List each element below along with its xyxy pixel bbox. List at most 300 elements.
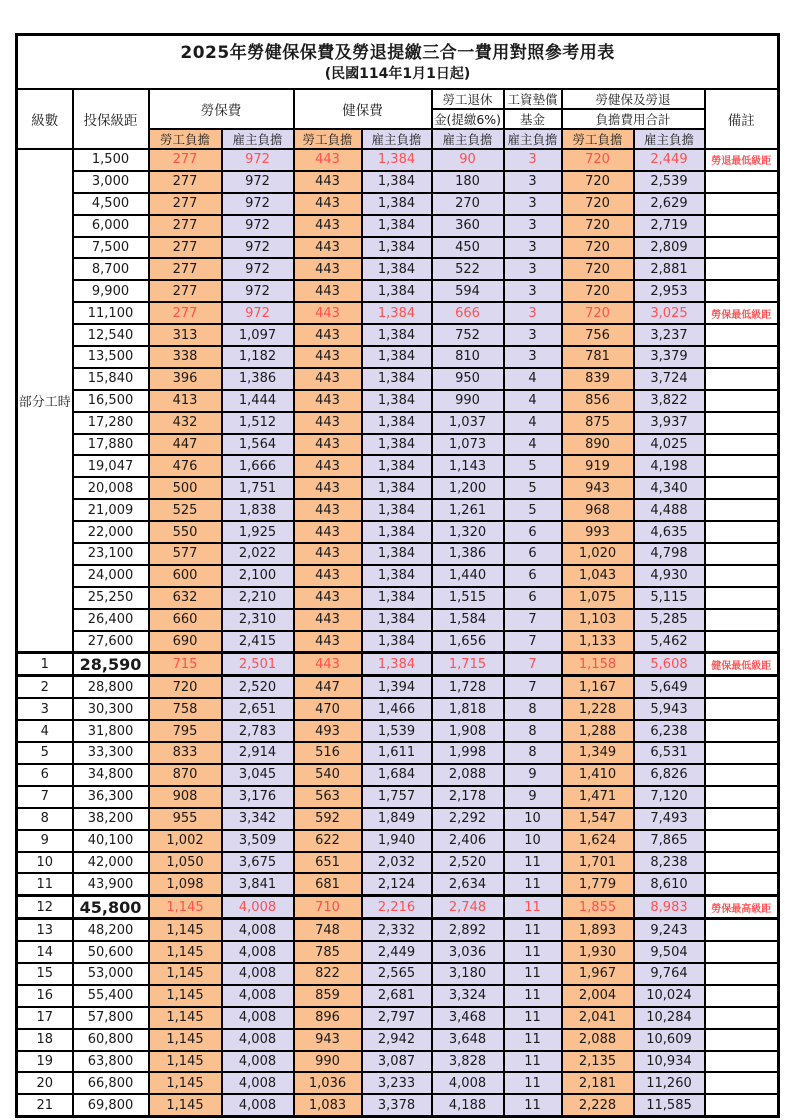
cell-bracket: 1,500 (73, 149, 149, 171)
cell-labor-employee: 476 (149, 455, 222, 477)
table-row (17, 171, 779, 193)
cell-labor-employee: 1,145 (149, 1029, 222, 1051)
col-header-pension-line1: 勞工退休 (432, 89, 504, 109)
cell-health-employer: 1,539 (362, 720, 432, 742)
cell-labor-employer: 2,210 (222, 587, 294, 609)
cell-bracket: 27,600 (73, 631, 149, 653)
cell-bracket: 24,000 (73, 565, 149, 587)
cell-labor-employer: 4,008 (222, 1094, 294, 1116)
cell-bracket: 23,100 (73, 543, 149, 565)
cell-total-employer: 10,609 (634, 1029, 705, 1051)
cell-labor-employee: 338 (149, 346, 222, 368)
cell-pension-employer: 1,715 (432, 653, 504, 676)
cell-total-employee: 2,181 (562, 1072, 634, 1094)
cell-health-employee: 563 (294, 786, 362, 808)
cell-labor-employee: 277 (149, 215, 222, 237)
cell-wage-fund-employer: 6 (504, 587, 562, 609)
cell-wage-fund-employer: 7 (504, 653, 562, 676)
cell-labor-employer: 1,512 (222, 412, 294, 434)
subheader-labor-employer: 雇主負擔 (222, 129, 294, 149)
cell-level: 20 (17, 1072, 73, 1094)
cell-labor-employee: 600 (149, 565, 222, 587)
cell-health-employer: 1,384 (362, 302, 432, 324)
cell-pension-employer: 752 (432, 324, 504, 346)
cell-note (705, 587, 779, 609)
cell-labor-employee: 313 (149, 324, 222, 346)
table-row (17, 764, 779, 786)
cell-health-employee: 443 (294, 193, 362, 215)
cell-total-employer: 5,649 (634, 676, 705, 698)
cell-labor-employer: 2,914 (222, 742, 294, 764)
cell-health-employer: 1,384 (362, 149, 432, 171)
cell-labor-employee: 277 (149, 302, 222, 324)
table-row (17, 676, 779, 698)
col-header-pension-line2: 金(提繳6%) (432, 109, 504, 129)
cell-health-employer: 1,384 (362, 609, 432, 631)
cell-note (705, 985, 779, 1007)
cell-total-employer: 4,340 (634, 477, 705, 499)
cell-total-employee: 1,288 (562, 720, 634, 742)
cell-pension-employer: 1,143 (432, 455, 504, 477)
cell-labor-employee: 758 (149, 698, 222, 720)
cell-health-employer: 1,757 (362, 786, 432, 808)
cell-total-employer: 2,719 (634, 215, 705, 237)
cell-wage-fund-employer: 11 (504, 919, 562, 941)
cell-health-employer: 1,384 (362, 171, 432, 193)
table-row (17, 1072, 779, 1094)
cell-wage-fund-employer: 8 (504, 698, 562, 720)
cell-note (705, 215, 779, 237)
cell-level: 13 (17, 919, 73, 941)
cell-wage-fund-employer: 11 (504, 873, 562, 895)
cell-bracket: 63,800 (73, 1051, 149, 1073)
cell-bracket: 17,880 (73, 434, 149, 456)
cell-total-employee: 968 (562, 499, 634, 521)
cell-labor-employer: 972 (222, 280, 294, 302)
cell-labor-employer: 4,008 (222, 941, 294, 963)
cell-total-employee: 1,967 (562, 963, 634, 985)
cell-pension-employer: 2,292 (432, 808, 504, 830)
cell-bracket: 55,400 (73, 985, 149, 1007)
cell-health-employer: 1,384 (362, 434, 432, 456)
cell-total-employer: 3,025 (634, 302, 705, 324)
cell-labor-employee: 632 (149, 587, 222, 609)
cell-labor-employer: 4,008 (222, 1029, 294, 1051)
cell-bracket: 36,300 (73, 786, 149, 808)
subheader-wage-fund-employer: 雇主負擔 (504, 129, 562, 149)
cell-note (705, 830, 779, 852)
cell-note (705, 873, 779, 895)
cell-bracket: 13,500 (73, 346, 149, 368)
cell-total-employer: 3,379 (634, 346, 705, 368)
cell-pension-employer: 3,648 (432, 1029, 504, 1051)
cell-health-employer: 1,384 (362, 390, 432, 412)
cell-labor-employer: 2,783 (222, 720, 294, 742)
cell-health-employee: 748 (294, 919, 362, 941)
cell-labor-employee: 277 (149, 149, 222, 171)
cell-health-employer: 2,332 (362, 919, 432, 941)
cell-pension-employer: 2,892 (432, 919, 504, 941)
cell-pension-employer: 1,818 (432, 698, 504, 720)
cell-total-employee: 1,020 (562, 543, 634, 565)
cell-level: 4 (17, 720, 73, 742)
cell-pension-employer: 2,178 (432, 786, 504, 808)
table-row (17, 149, 779, 171)
cell-note (705, 521, 779, 543)
cell-total-employer: 5,285 (634, 609, 705, 631)
cell-pension-employer: 1,320 (432, 521, 504, 543)
cell-wage-fund-employer: 8 (504, 720, 562, 742)
table-row (17, 786, 779, 808)
table-row (17, 720, 779, 742)
cell-total-employee: 2,088 (562, 1029, 634, 1051)
cell-health-employee: 443 (294, 543, 362, 565)
cell-total-employer: 10,284 (634, 1007, 705, 1029)
cell-total-employer: 6,826 (634, 764, 705, 786)
cell-bracket: 6,000 (73, 215, 149, 237)
cell-health-employee: 651 (294, 852, 362, 874)
cell-note (705, 477, 779, 499)
cell-bracket: 38,200 (73, 808, 149, 830)
cell-health-employee: 443 (294, 149, 362, 171)
cell-level: 5 (17, 742, 73, 764)
cell-wage-fund-employer: 11 (504, 1007, 562, 1029)
cell-labor-employer: 1,097 (222, 324, 294, 346)
fee-reference-table (15, 33, 780, 1118)
cell-pension-employer: 270 (432, 193, 504, 215)
cell-labor-employer: 1,925 (222, 521, 294, 543)
cell-labor-employer: 3,675 (222, 852, 294, 874)
cell-total-employer: 9,764 (634, 963, 705, 985)
cell-labor-employee: 690 (149, 631, 222, 653)
cell-total-employer: 4,798 (634, 543, 705, 565)
cell-bracket: 40,100 (73, 830, 149, 852)
cell-wage-fund-employer: 11 (504, 963, 562, 985)
col-header-note: 備註 (705, 89, 779, 149)
table-row (17, 609, 779, 631)
cell-labor-employee: 396 (149, 368, 222, 390)
cell-health-employee: 443 (294, 346, 362, 368)
subheader-pension-employer: 雇主負擔 (432, 129, 504, 149)
cell-total-employee: 720 (562, 193, 634, 215)
cell-labor-employer: 1,666 (222, 455, 294, 477)
cell-health-employer: 2,565 (362, 963, 432, 985)
cell-pension-employer: 4,008 (432, 1072, 504, 1094)
cell-note (705, 742, 779, 764)
cell-note (705, 631, 779, 653)
cell-total-employer: 2,629 (634, 193, 705, 215)
cell-health-employer: 1,384 (362, 280, 432, 302)
cell-bracket: 60,800 (73, 1029, 149, 1051)
subheader-health-employee: 勞工負擔 (294, 129, 362, 149)
cell-pension-employer: 3,180 (432, 963, 504, 985)
cell-health-employee: 943 (294, 1029, 362, 1051)
cell-pension-employer: 1,656 (432, 631, 504, 653)
cell-total-employee: 1,624 (562, 830, 634, 852)
cell-note (705, 434, 779, 456)
cell-note (705, 280, 779, 302)
cell-health-employer: 1,384 (362, 565, 432, 587)
cell-total-employee: 1,103 (562, 609, 634, 631)
table-row (17, 346, 779, 368)
cell-level: 14 (17, 941, 73, 963)
cell-health-employer: 1,611 (362, 742, 432, 764)
cell-note (705, 764, 779, 786)
cell-labor-employer: 2,100 (222, 565, 294, 587)
cell-bracket: 34,800 (73, 764, 149, 786)
cell-health-employee: 896 (294, 1007, 362, 1029)
cell-total-employee: 1,547 (562, 808, 634, 830)
cell-bracket: 69,800 (73, 1094, 149, 1116)
cell-health-employee: 443 (294, 609, 362, 631)
cell-level: 2 (17, 676, 73, 698)
cell-labor-employee: 432 (149, 412, 222, 434)
table-row (17, 852, 779, 874)
table-row (17, 499, 779, 521)
title-row (17, 35, 779, 90)
cell-pension-employer: 1,998 (432, 742, 504, 764)
cell-note (705, 941, 779, 963)
cell-pension-employer: 3,468 (432, 1007, 504, 1029)
table-row (17, 258, 779, 280)
cell-health-employer: 1,384 (362, 653, 432, 676)
cell-total-employer: 3,724 (634, 368, 705, 390)
cell-total-employer: 7,493 (634, 808, 705, 830)
cell-pension-employer: 2,088 (432, 764, 504, 786)
table-row (17, 698, 779, 720)
cell-level: 8 (17, 808, 73, 830)
cell-total-employee: 720 (562, 237, 634, 259)
cell-health-employer: 1,384 (362, 412, 432, 434)
cell-health-employee: 516 (294, 742, 362, 764)
cell-labor-employee: 277 (149, 237, 222, 259)
cell-note: 勞保最低級距 (705, 302, 779, 324)
cell-health-employee: 785 (294, 941, 362, 963)
cell-bracket: 31,800 (73, 720, 149, 742)
cell-note (705, 609, 779, 631)
cell-health-employer: 1,684 (362, 764, 432, 786)
cell-labor-employee: 500 (149, 477, 222, 499)
cell-note (705, 963, 779, 985)
cell-total-employee: 1,855 (562, 896, 634, 919)
cell-total-employee: 1,158 (562, 653, 634, 676)
cell-health-employee: 443 (294, 631, 362, 653)
cell-total-employer: 8,610 (634, 873, 705, 895)
cell-note (705, 698, 779, 720)
cell-note (705, 852, 779, 874)
cell-total-employee: 1,701 (562, 852, 634, 874)
cell-total-employee: 943 (562, 477, 634, 499)
cell-bracket: 26,400 (73, 609, 149, 631)
cell-wage-fund-employer: 3 (504, 346, 562, 368)
cell-total-employee: 2,228 (562, 1094, 634, 1116)
cell-pension-employer: 990 (432, 390, 504, 412)
cell-total-employee: 720 (562, 215, 634, 237)
cell-wage-fund-employer: 4 (504, 368, 562, 390)
cell-health-employer: 2,942 (362, 1029, 432, 1051)
cell-labor-employer: 4,008 (222, 919, 294, 941)
table-row (17, 1094, 779, 1116)
cell-bracket: 12,540 (73, 324, 149, 346)
cell-pension-employer: 3,036 (432, 941, 504, 963)
cell-total-employer: 5,608 (634, 653, 705, 676)
cell-level: 9 (17, 830, 73, 852)
table-row (17, 873, 779, 895)
cell-total-employer: 2,449 (634, 149, 705, 171)
subheader-health-employer: 雇主負擔 (362, 129, 432, 149)
cell-wage-fund-employer: 11 (504, 896, 562, 919)
cell-health-employer: 2,124 (362, 873, 432, 895)
cell-health-employee: 1,036 (294, 1072, 362, 1094)
cell-labor-employee: 955 (149, 808, 222, 830)
cell-wage-fund-employer: 10 (504, 830, 562, 852)
cell-labor-employer: 972 (222, 193, 294, 215)
cell-health-employee: 443 (294, 280, 362, 302)
cell-pension-employer: 1,073 (432, 434, 504, 456)
cell-health-employer: 1,384 (362, 215, 432, 237)
cell-note (705, 919, 779, 941)
cell-health-employer: 1,384 (362, 237, 432, 259)
cell-wage-fund-employer: 5 (504, 499, 562, 521)
cell-wage-fund-employer: 7 (504, 631, 562, 653)
cell-total-employee: 1,075 (562, 587, 634, 609)
cell-pension-employer: 1,386 (432, 543, 504, 565)
cell-labor-employer: 1,751 (222, 477, 294, 499)
cell-labor-employer: 2,651 (222, 698, 294, 720)
subheader-total-employer: 雇主負擔 (634, 129, 705, 149)
cell-labor-employee: 525 (149, 499, 222, 521)
cell-labor-employee: 1,002 (149, 830, 222, 852)
cell-labor-employer: 1,386 (222, 368, 294, 390)
cell-labor-employer: 4,008 (222, 963, 294, 985)
cell-labor-employer: 1,838 (222, 499, 294, 521)
cell-health-employee: 443 (294, 324, 362, 346)
cell-health-employee: 443 (294, 302, 362, 324)
cell-wage-fund-employer: 11 (504, 941, 562, 963)
table-row (17, 631, 779, 653)
cell-pension-employer: 3,324 (432, 985, 504, 1007)
cell-labor-employer: 1,564 (222, 434, 294, 456)
cell-labor-employee: 277 (149, 258, 222, 280)
table-row (17, 434, 779, 456)
cell-note (705, 193, 779, 215)
cell-wage-fund-employer: 11 (504, 1072, 562, 1094)
cell-labor-employer: 4,008 (222, 985, 294, 1007)
cell-wage-fund-employer: 6 (504, 543, 562, 565)
cell-labor-employee: 1,145 (149, 1051, 222, 1073)
cell-labor-employer: 3,841 (222, 873, 294, 895)
cell-labor-employer: 4,008 (222, 1051, 294, 1073)
cell-total-employer: 10,024 (634, 985, 705, 1007)
cell-bracket: 15,840 (73, 368, 149, 390)
cell-pension-employer: 522 (432, 258, 504, 280)
cell-level: 6 (17, 764, 73, 786)
cell-health-employee: 443 (294, 477, 362, 499)
cell-total-employer: 5,462 (634, 631, 705, 653)
cell-health-employer: 2,032 (362, 852, 432, 874)
table-row (17, 215, 779, 237)
cell-total-employer: 11,260 (634, 1072, 705, 1094)
cell-wage-fund-employer: 3 (504, 149, 562, 171)
cell-total-employer: 2,809 (634, 237, 705, 259)
cell-labor-employee: 1,145 (149, 1094, 222, 1116)
cell-total-employee: 1,779 (562, 873, 634, 895)
cell-bracket: 19,047 (73, 455, 149, 477)
cell-pension-employer: 2,406 (432, 830, 504, 852)
cell-wage-fund-employer: 4 (504, 412, 562, 434)
cell-level: 18 (17, 1029, 73, 1051)
cell-pension-employer: 1,584 (432, 609, 504, 631)
page-title: 2025年勞健保保費及勞退提繳三合一費用對照參考用表 (180, 42, 615, 63)
cell-health-employee: 443 (294, 499, 362, 521)
table-row (17, 919, 779, 941)
cell-pension-employer: 950 (432, 368, 504, 390)
cell-labor-employer: 3,342 (222, 808, 294, 830)
cell-labor-employee: 1,145 (149, 1007, 222, 1029)
cell-level: 3 (17, 698, 73, 720)
cell-note (705, 1007, 779, 1029)
cell-bracket: 33,300 (73, 742, 149, 764)
cell-note: 勞退最低級距 (705, 149, 779, 171)
cell-level: 12 (17, 896, 73, 919)
cell-health-employer: 1,384 (362, 521, 432, 543)
col-header-total-line1: 勞健保及勞退 (562, 89, 705, 109)
table-row (17, 368, 779, 390)
table-row (17, 521, 779, 543)
cell-labor-employer: 2,022 (222, 543, 294, 565)
cell-labor-employer: 3,176 (222, 786, 294, 808)
cell-health-employer: 1,384 (362, 631, 432, 653)
subheader-labor-employee: 勞工負擔 (149, 129, 222, 149)
cell-health-employer: 1,384 (362, 258, 432, 280)
table-row (17, 985, 779, 1007)
cell-wage-fund-employer: 9 (504, 786, 562, 808)
table-row (17, 412, 779, 434)
cell-pension-employer: 4,188 (432, 1094, 504, 1116)
cell-labor-employee: 1,050 (149, 852, 222, 874)
cell-labor-employee: 833 (149, 742, 222, 764)
cell-bracket: 8,700 (73, 258, 149, 280)
cell-labor-employee: 715 (149, 653, 222, 676)
cell-total-employee: 2,135 (562, 1051, 634, 1073)
cell-labor-employee: 550 (149, 521, 222, 543)
cell-bracket: 53,000 (73, 963, 149, 985)
table-row (17, 302, 779, 324)
cell-labor-employee: 1,145 (149, 1072, 222, 1094)
cell-total-employer: 6,238 (634, 720, 705, 742)
cell-health-employer: 1,384 (362, 499, 432, 521)
cell-wage-fund-employer: 7 (504, 609, 562, 631)
cell-total-employer: 3,937 (634, 412, 705, 434)
page-subtitle: (民國114年1月1日起) (324, 66, 471, 83)
cell-total-employer: 4,635 (634, 521, 705, 543)
cell-pension-employer: 1,728 (432, 676, 504, 698)
cell-wage-fund-employer: 6 (504, 565, 562, 587)
cell-total-employee: 919 (562, 455, 634, 477)
cell-labor-employer: 972 (222, 237, 294, 259)
cell-health-employee: 681 (294, 873, 362, 895)
cell-health-employer: 1,384 (362, 455, 432, 477)
cell-total-employee: 756 (562, 324, 634, 346)
cell-note (705, 1051, 779, 1073)
cell-total-employer: 7,865 (634, 830, 705, 852)
cell-labor-employee: 447 (149, 434, 222, 456)
cell-health-employee: 470 (294, 698, 362, 720)
cell-level: 15 (17, 963, 73, 985)
cell-bracket: 16,500 (73, 390, 149, 412)
table-row (17, 1029, 779, 1051)
cell-labor-employer: 3,509 (222, 830, 294, 852)
